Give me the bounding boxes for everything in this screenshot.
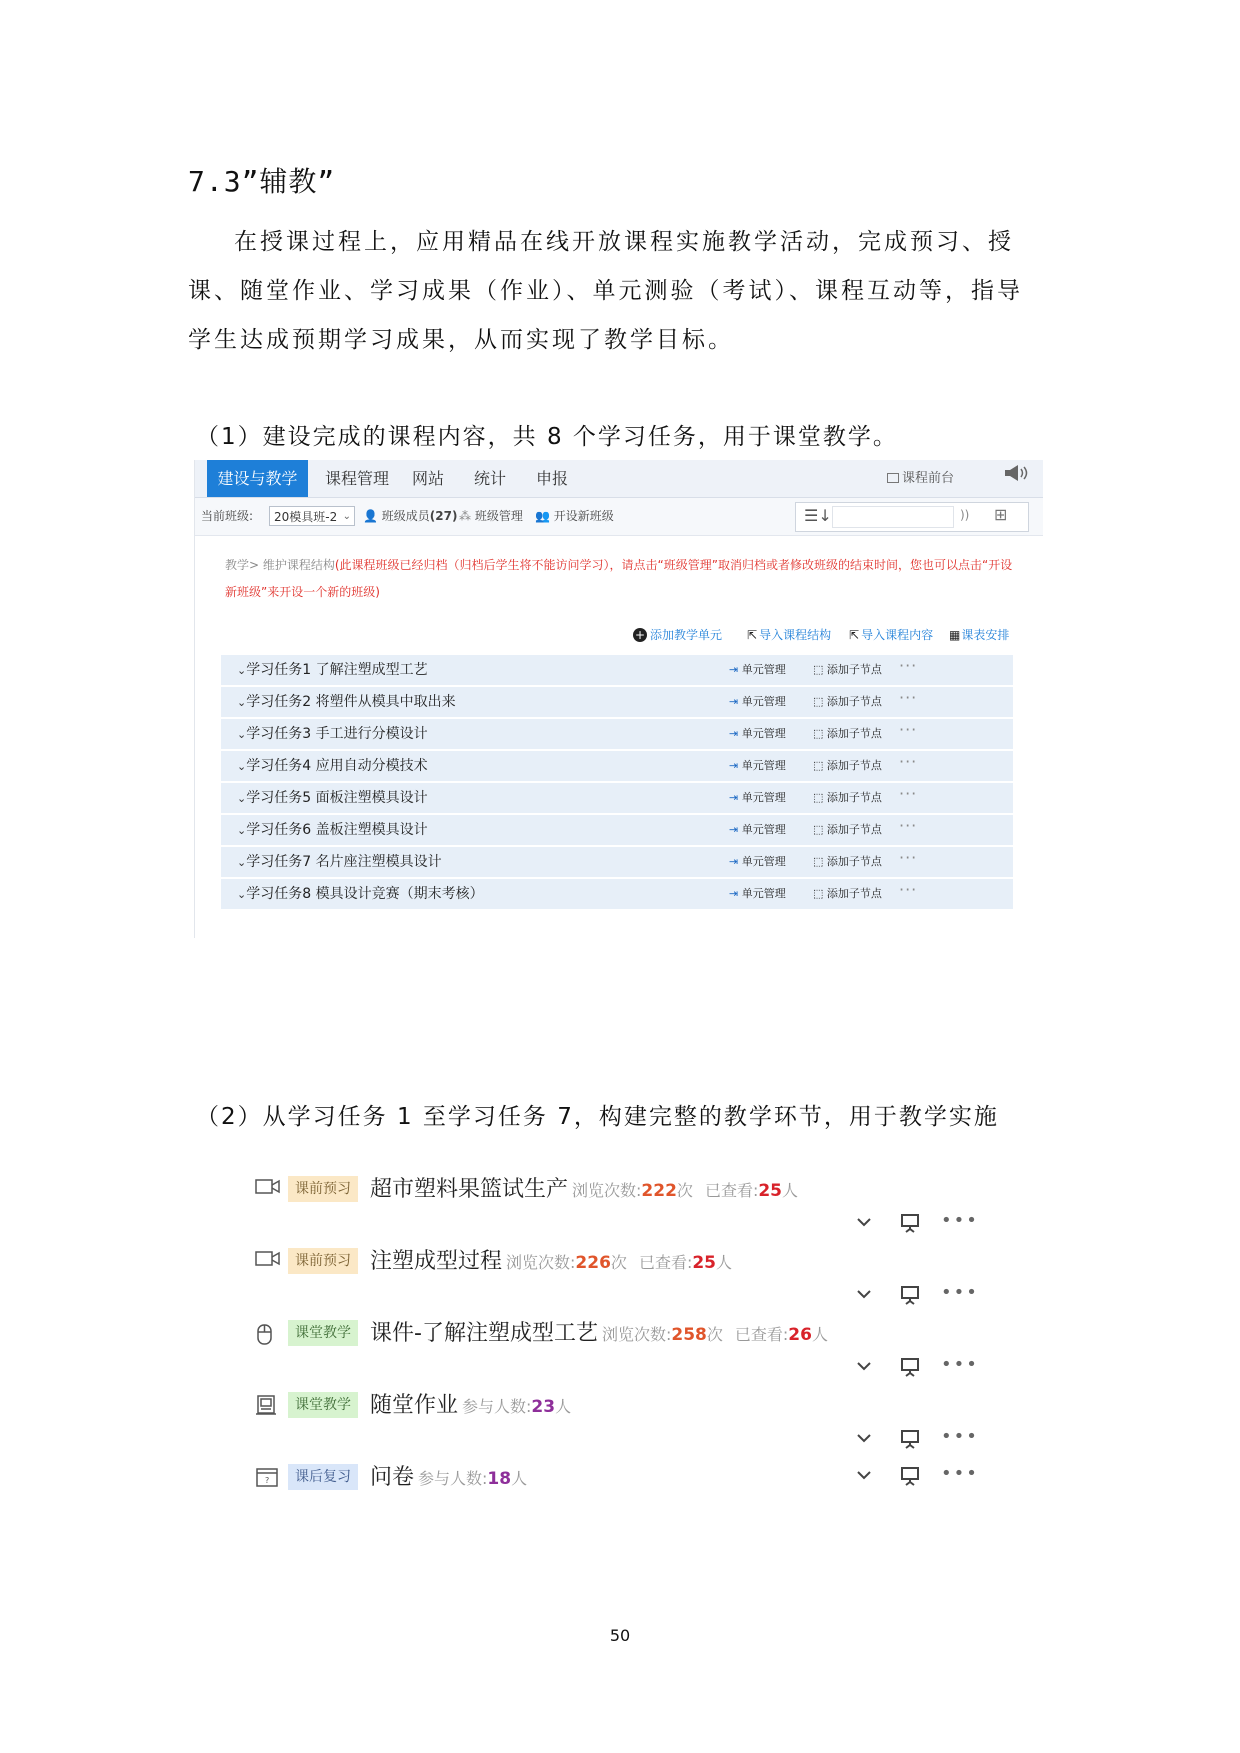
class-bar [195, 498, 1043, 536]
breadcrumb-path: 教学> 维护课程结构 [225, 558, 335, 572]
add-node-button[interactable] [813, 687, 882, 717]
metric-1 [418, 1469, 527, 1488]
add-unit-label: 添加教学单元 [650, 628, 723, 642]
unit-manage-button[interactable] [729, 655, 786, 685]
activity-title-wrap [370, 1388, 571, 1425]
unit-row[interactable] [221, 719, 1013, 749]
schedule-label: 课表安排 [961, 628, 1010, 642]
chevron-down-icon: ⌄ [237, 696, 247, 709]
unit-manage-label: 单元管理 [741, 759, 786, 772]
chevron-down-icon: ⌄ [237, 824, 247, 837]
group-icon: 👥 [535, 509, 550, 523]
more-icon[interactable]: ··· [899, 816, 918, 835]
activity-title[interactable]: 超市塑料果篮试生产 [370, 1177, 569, 1202]
unit-title[interactable] [237, 783, 428, 814]
questionnaire-icon [255, 1466, 279, 1492]
chevron-down-icon[interactable] [855, 1428, 873, 1452]
members-label: 班级成员 [381, 509, 430, 523]
unit-row[interactable] [221, 655, 1013, 685]
video-icon [255, 1178, 281, 1200]
metric-1 [462, 1397, 571, 1416]
chevron-down-icon: ⌄ [237, 664, 247, 677]
unit-title[interactable] [237, 719, 428, 750]
metric-1 [572, 1181, 693, 1200]
present-icon[interactable] [899, 1465, 921, 1491]
add-node-icon: ⬚ [813, 759, 824, 772]
stage-tag: 课前预习 [288, 1176, 358, 1202]
metric-2-value: 25 [758, 1181, 783, 1201]
present-icon[interactable] [899, 1284, 921, 1310]
activity-item[interactable] [255, 1244, 975, 1280]
metric-1-unit: 人 [555, 1397, 572, 1416]
metric-1-label: 浏览次数: [601, 1325, 672, 1344]
unit-manage-label: 单元管理 [741, 823, 786, 836]
megaphone-icon[interactable] [1003, 460, 1029, 497]
search-box [795, 502, 1029, 532]
unit-manage-label: 单元管理 [741, 791, 786, 804]
unit-title-text: 学习任务3 手工进行分模设计 [246, 726, 428, 742]
figure-caption-2: （2）从学习任务 1 至学习任务 7，构建完整的教学环节，用于教学实施 [196, 1104, 999, 1130]
add-node-icon: ⬚ [813, 663, 824, 676]
more-icon[interactable]: ••• [941, 1210, 979, 1231]
unit-manage-button[interactable] [729, 879, 786, 909]
metric-1-unit: 次 [706, 1325, 723, 1344]
activity-item[interactable] [255, 1388, 975, 1424]
user-icon: 👤 [363, 509, 378, 523]
plus-circle-icon: + [634, 628, 646, 642]
chevron-down-icon: ⌄ [237, 792, 247, 805]
nav-tab-website[interactable]: 网站 [411, 469, 444, 488]
chevron-down-icon: ⌄ [237, 728, 247, 741]
metric-1-unit: 次 [676, 1181, 693, 1200]
monitor-icon [887, 473, 899, 483]
add-node-button[interactable] [813, 783, 882, 813]
unit-manage-label: 单元管理 [741, 663, 786, 676]
chevron-down-icon: ⌄ [342, 511, 351, 522]
body-paragraph: 在授课过程上，应用精品在线开放课程实施教学活动，完成预习、授课、随堂作业、学习成果（作业）、单元测验（考试）、课程互动等，指导学生达成预期学习成果，从而实现了教学目标。 [188, 229, 1023, 353]
activity-controls [855, 1465, 985, 1489]
class-manage-label: 班级管理 [474, 509, 523, 523]
add-node-icon: ⬚ [813, 855, 824, 868]
unit-manage-button[interactable] [729, 847, 786, 877]
unit-manage-label: 单元管理 [741, 855, 786, 868]
unit-manage-label: 单元管理 [741, 695, 786, 708]
metric-1-value: 18 [487, 1469, 512, 1489]
unit-title-text: 学习任务7 名片座注塑模具设计 [246, 854, 442, 870]
activity-title[interactable]: 注塑成型过程 [370, 1249, 503, 1274]
unit-manage-label: 单元管理 [741, 887, 786, 900]
metric-2 [639, 1253, 732, 1272]
activity-title-wrap [370, 1460, 527, 1497]
add-node-icon: ⬚ [813, 695, 824, 708]
add-node-icon: ⬚ [813, 823, 824, 836]
unit-row[interactable] [221, 847, 1013, 877]
stage-tag: 课堂教学 [288, 1392, 358, 1418]
members-count: (27) [429, 509, 458, 523]
add-node-label: 添加子节点 [826, 855, 882, 868]
unit-title[interactable] [237, 879, 484, 910]
unit-title-text: 学习任务6 盖板注塑模具设计 [246, 822, 428, 838]
add-node-button[interactable] [813, 847, 882, 877]
more-icon[interactable]: ··· [899, 784, 918, 803]
metric-1-label: 浏览次数: [506, 1253, 576, 1272]
breadcrumb [225, 552, 1015, 606]
chevron-down-icon[interactable] [855, 1465, 873, 1489]
metric-1-label: 参与人数: [462, 1397, 532, 1416]
import-icon: ⇱ [849, 628, 860, 642]
homework-icon [255, 1394, 277, 1420]
course-structure-screenshot [194, 460, 1043, 938]
more-icon[interactable]: ••• [941, 1282, 979, 1303]
unit-manage-button[interactable] [729, 815, 786, 845]
import-structure-button[interactable] [747, 626, 831, 644]
more-icon[interactable]: ··· [899, 880, 918, 899]
activity-title[interactable]: 问卷 [370, 1465, 415, 1490]
metric-2-label: 已查看: [704, 1181, 759, 1200]
import-structure-label: 导入课程结构 [759, 628, 832, 642]
add-unit-button[interactable] [633, 626, 722, 644]
stage-tag: 课后复习 [288, 1464, 358, 1490]
activity-title-wrap [370, 1244, 732, 1281]
add-node-button[interactable] [813, 751, 882, 781]
add-node-label: 添加子节点 [826, 695, 882, 708]
schedule-button[interactable] [949, 626, 1009, 644]
current-class-label: 当前班级: [201, 509, 254, 523]
metric-2-value: 26 [788, 1325, 812, 1345]
metric-2-unit: 人 [716, 1253, 733, 1272]
add-node-label: 添加子节点 [826, 791, 882, 804]
metric-1-label: 浏览次数: [572, 1181, 642, 1200]
svg-text:?: ? [265, 1476, 270, 1485]
activity-controls [855, 1212, 985, 1236]
mouse-icon [255, 1322, 275, 1350]
more-icon[interactable]: ··· [899, 848, 918, 867]
activity-item[interactable] [255, 1172, 975, 1208]
unit-title[interactable] [237, 655, 428, 686]
chevron-down-icon[interactable] [855, 1284, 873, 1308]
metric-2-label: 已查看: [734, 1325, 789, 1344]
chevron-down-icon: ⌄ [237, 856, 247, 869]
chevron-down-icon: ⌄ [237, 760, 247, 773]
add-node-button[interactable] [813, 815, 882, 845]
metric-2-unit: 人 [782, 1181, 799, 1200]
more-icon[interactable]: ••• [941, 1354, 979, 1375]
grid-icon[interactable]: ⊞ [994, 505, 1008, 524]
metric-2-unit: 人 [811, 1325, 828, 1344]
page-number: 50 [609, 1626, 631, 1645]
more-icon[interactable]: ··· [899, 752, 918, 771]
stage-tag: 课前预习 [288, 1248, 358, 1274]
add-node-label: 添加子节点 [826, 759, 882, 772]
import-content-button[interactable] [849, 626, 933, 644]
nav-tab-build-teach[interactable]: 建设与教学 [207, 460, 308, 497]
add-node-button[interactable] [813, 655, 882, 685]
metric-1 [506, 1253, 627, 1272]
add-node-icon: ⬚ [813, 727, 824, 740]
add-node-label: 添加子节点 [826, 823, 882, 836]
enter-icon: ⇥ [729, 695, 739, 708]
grid-icon: ▦ [949, 628, 961, 642]
activity-controls [855, 1356, 985, 1380]
enter-icon: ⇥ [729, 823, 739, 836]
unit-manage-button[interactable] [729, 719, 786, 749]
add-node-button[interactable] [813, 719, 882, 749]
video-icon [255, 1250, 281, 1272]
activity-item[interactable] [255, 1316, 975, 1352]
unit-title-text: 学习任务8 模具设计竞赛（期末考核） [246, 886, 484, 902]
unit-manage-button[interactable] [729, 783, 786, 813]
metric-2-label: 已查看: [638, 1253, 693, 1272]
add-node-icon: ⬚ [813, 887, 824, 900]
more-icon[interactable]: ··· [899, 656, 918, 675]
more-icon[interactable]: ··· [899, 688, 918, 707]
present-icon[interactable] [899, 1212, 921, 1238]
course-front-label: 课程前台 [902, 471, 955, 486]
import-icon: ⇱ [747, 628, 758, 642]
more-icon[interactable]: ··· [899, 720, 918, 739]
unit-row[interactable] [221, 879, 1013, 909]
unit-title-text: 学习任务2 将塑件从模具中取出来 [246, 694, 456, 710]
activity-title-wrap [370, 1172, 798, 1209]
class-select-value: 20模具班-2 [274, 510, 338, 524]
nav-tab-course-manage[interactable]: 课程管理 [324, 469, 389, 488]
nav-tab-statistics[interactable]: 统计 [473, 469, 506, 488]
chevron-down-icon[interactable] [855, 1212, 873, 1236]
add-node-label: 添加子节点 [826, 727, 882, 740]
enter-icon: ⇥ [729, 791, 739, 804]
more-icon[interactable]: ••• [941, 1426, 979, 1447]
unit-row[interactable] [221, 783, 1013, 813]
enter-icon: ⇥ [729, 887, 739, 900]
unit-title-text: 学习任务1 了解注塑成型工艺 [246, 662, 428, 678]
activity-title[interactable]: 课件-了解注塑成型工艺 [370, 1321, 598, 1346]
present-icon[interactable] [899, 1356, 921, 1382]
class-select[interactable] [269, 506, 355, 526]
unit-title[interactable] [237, 847, 442, 878]
course-front-link[interactable] [887, 460, 954, 497]
enter-icon: ⇥ [729, 727, 739, 740]
nav-tab-declare[interactable]: 申报 [535, 469, 568, 488]
metric-2 [705, 1181, 798, 1200]
chevron-down-icon[interactable] [855, 1356, 873, 1380]
add-node-label: 添加子节点 [826, 663, 882, 676]
unit-row[interactable] [221, 815, 1013, 845]
activity-title-wrap [370, 1316, 828, 1353]
present-icon[interactable] [899, 1428, 921, 1454]
metric-2-value: 25 [692, 1253, 717, 1273]
stage-tag: 课堂教学 [288, 1320, 358, 1346]
org-icon: ⁂ [459, 509, 471, 523]
add-node-button[interactable] [813, 879, 882, 909]
unit-title[interactable] [237, 687, 456, 718]
activity-controls [855, 1428, 985, 1452]
metric-2 [735, 1325, 828, 1344]
add-node-label: 添加子节点 [826, 887, 882, 900]
metric-1 [602, 1325, 723, 1344]
enter-icon: ⇥ [729, 663, 739, 676]
unit-manage-button[interactable] [729, 687, 786, 717]
metric-1-value: 222 [641, 1181, 677, 1201]
archive-warning: (此课程班级已经归档（归档后学生将不能访问学习），请点击“班级管理”取消归档或者修改班级的结束时间，您也可以点击“开设新班级”来开设一个新的班级) [225, 558, 1013, 599]
new-class-label: 开设新班级 [553, 509, 614, 523]
more-icon[interactable]: ••• [941, 1463, 979, 1484]
metric-1-value: 258 [671, 1325, 707, 1345]
search-input[interactable] [832, 506, 954, 528]
figure-caption-1: （1）建设完成的课程内容，共 8 个学习任务，用于课堂教学。 [196, 424, 898, 450]
new-class-link[interactable] [535, 498, 614, 535]
metric-1-label: 参与人数: [418, 1469, 488, 1488]
import-content-label: 导入课程内容 [861, 628, 934, 642]
enter-icon: ⇥ [729, 855, 739, 868]
metric-1-unit: 次 [610, 1253, 627, 1272]
unit-title-text: 学习任务4 应用自动分模技术 [246, 758, 428, 774]
activity-title[interactable]: 随堂作业 [370, 1393, 459, 1418]
top-nav [195, 460, 1043, 498]
unit-row[interactable] [221, 687, 1013, 717]
unit-title[interactable] [237, 751, 428, 782]
unit-manage-label: 单元管理 [741, 727, 786, 740]
unit-row[interactable] [221, 751, 1013, 781]
unit-title[interactable] [237, 815, 428, 846]
sort-icon[interactable]: ☰↓ [804, 506, 832, 525]
metric-1-value: 226 [575, 1253, 611, 1273]
add-node-icon: ⬚ [813, 791, 824, 804]
class-members-link[interactable] [363, 498, 457, 535]
chevron-down-icon: ⌄ [237, 888, 247, 901]
voice-icon[interactable]: )) [960, 508, 970, 522]
unit-manage-button[interactable] [729, 751, 786, 781]
enter-icon: ⇥ [729, 759, 739, 772]
section-heading: 7.3”辅教” [188, 165, 336, 198]
metric-1-unit: 人 [511, 1469, 528, 1488]
metric-1-value: 23 [531, 1397, 556, 1417]
class-manage-link[interactable] [459, 498, 523, 535]
unit-title-text: 学习任务5 面板注塑模具设计 [246, 790, 428, 806]
activity-controls [855, 1284, 985, 1308]
